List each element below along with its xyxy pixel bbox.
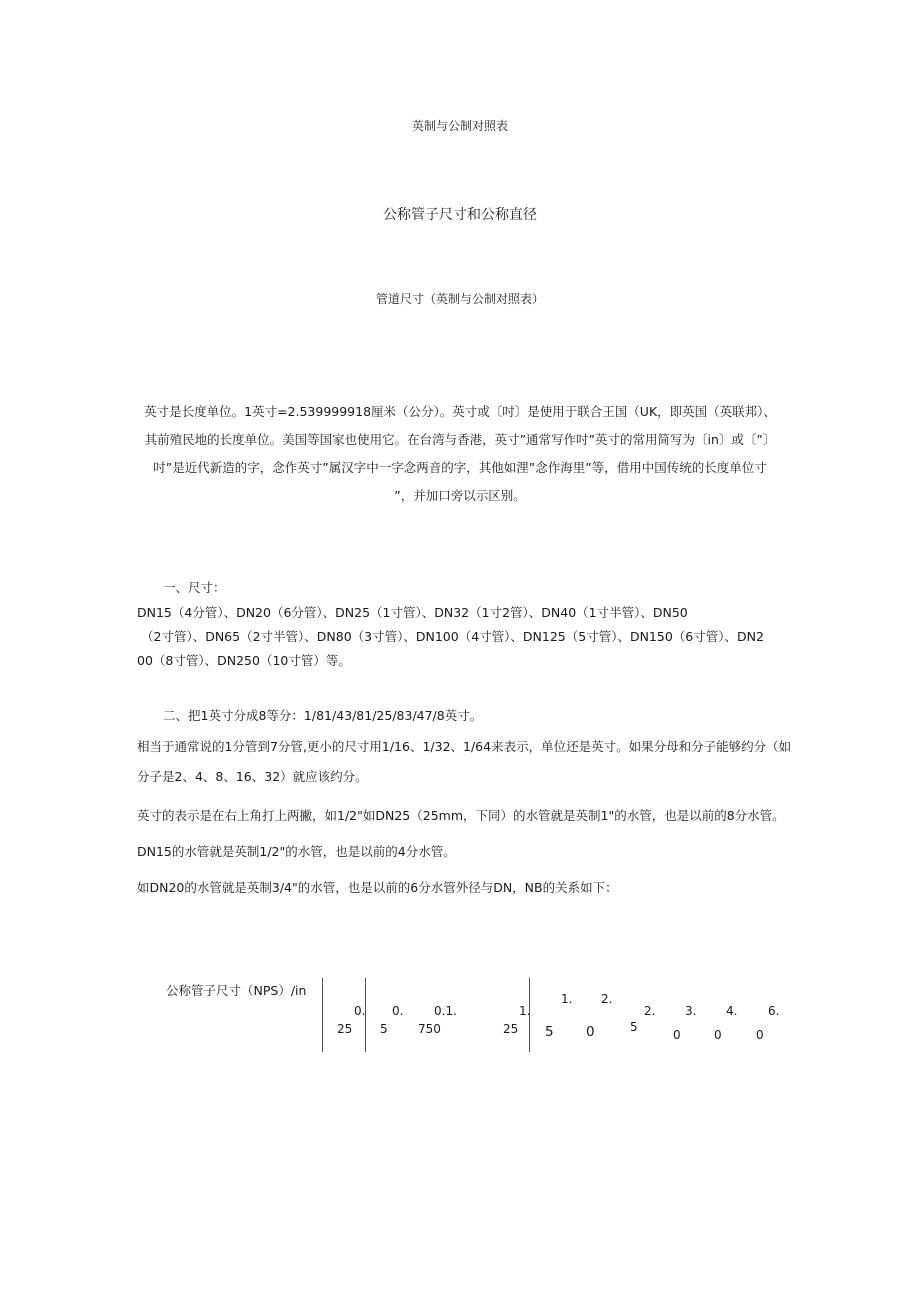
- table-cell: 5: [380, 1022, 388, 1036]
- intro-line: 其前殖民地的长度单位。美国等国家也使用它。在台湾与香港，英寸”通常写作吋”英寸的常用简写为〔in〕或〔”〕: [144, 432, 776, 447]
- table-cell: 0.: [354, 1004, 366, 1018]
- table-cell: 3.: [685, 1004, 697, 1018]
- section2-line: 相当于通常说的1分管到7分管,更小的尺寸用1/16、1/32、1/64来表示，单位还是英寸。如果分母和分子能够约分（如: [137, 739, 792, 754]
- table-cell: 1.: [519, 1004, 531, 1018]
- table-cell: 2.: [644, 1004, 656, 1018]
- intro-line: 吋”是近代新造的字，念作英寸”属汉字中一字念两音的字，其他如浬”念作海里”等，借用中国传统的长度单位寸: [153, 460, 767, 475]
- table-cell: 6.: [768, 1004, 780, 1018]
- table-cell: 0.1.: [434, 1004, 457, 1018]
- section2-line: 分子是2、4、8、16、32）就应该约分。: [137, 769, 368, 784]
- section1-line: （2寸管）、DN65（2寸半管）、DN80（3寸管）、DN100（4寸管）、DN125（5寸管）、DN150（6寸管）、DN2: [141, 629, 764, 644]
- table-divider: [322, 978, 323, 1052]
- table-cell: 25: [337, 1022, 353, 1036]
- intro-paragraph: [0, 400, 920, 508]
- intro-line: ”，并加口旁以示区别。: [394, 488, 526, 503]
- table-cell: 2.: [601, 992, 613, 1006]
- section2-heading: 二、把1英寸分成8等分：1/81/43/81/25/83/47/8英寸。: [163, 708, 483, 723]
- table-cell: 0: [714, 1028, 722, 1042]
- table-cell: 0: [673, 1028, 681, 1042]
- table-cell: 0.: [392, 1004, 404, 1018]
- table-cell: 4.: [726, 1004, 738, 1018]
- section1-paragraph: [137, 601, 764, 673]
- table-row-label: 公称管子尺寸（NPS）/in: [166, 983, 307, 998]
- section2-paragraph-3: DN15的水管就是英制1/2"的水管，也是以前的4分水管。: [137, 844, 456, 859]
- intro-line: 英寸是长度单位。1英寸=2.539999918厘米（公分）。英寸或〔吋〕是使用于联合王国（UK，即英国（英联邦）、: [144, 404, 776, 419]
- section2-paragraph-1: [137, 735, 791, 789]
- table-cell: 750: [418, 1022, 441, 1036]
- table-cell: 0: [756, 1028, 764, 1042]
- section1-line: 00（8寸管）、DN250（10寸管）等。: [137, 653, 351, 668]
- section1-line: DN15（4分管）、DN20（6分管）、DN25（1寸管）、DN32（1寸2管）、DN40（1寸半管）、DN50: [137, 605, 688, 620]
- document-top-title: 英制与公制对照表: [411, 119, 508, 133]
- table-cell: 0: [586, 1024, 595, 1040]
- section1-heading: 一、尺寸：: [163, 580, 226, 595]
- table-cell: 25: [503, 1022, 519, 1036]
- table-cell: 5: [630, 1020, 638, 1034]
- section2-paragraph-4: 如DN20的水管就是英制3/4"的水管，也是以前的6分水管外径与DN，NB的关系如下：: [137, 880, 618, 895]
- table-cell: 5: [545, 1024, 554, 1040]
- section2-paragraph-2: 英寸的表示是在右上角打上两撇，如1/2"如DN25（25mm，下同）的水管就是英制1"的水管，也是以前的8分水管。: [137, 808, 785, 823]
- subtitle: 管道尺寸（英制与公制对照表）: [375, 292, 544, 306]
- table-cell: 1.: [561, 992, 573, 1006]
- main-title: 公称管子尺寸和公称直径: [383, 207, 537, 223]
